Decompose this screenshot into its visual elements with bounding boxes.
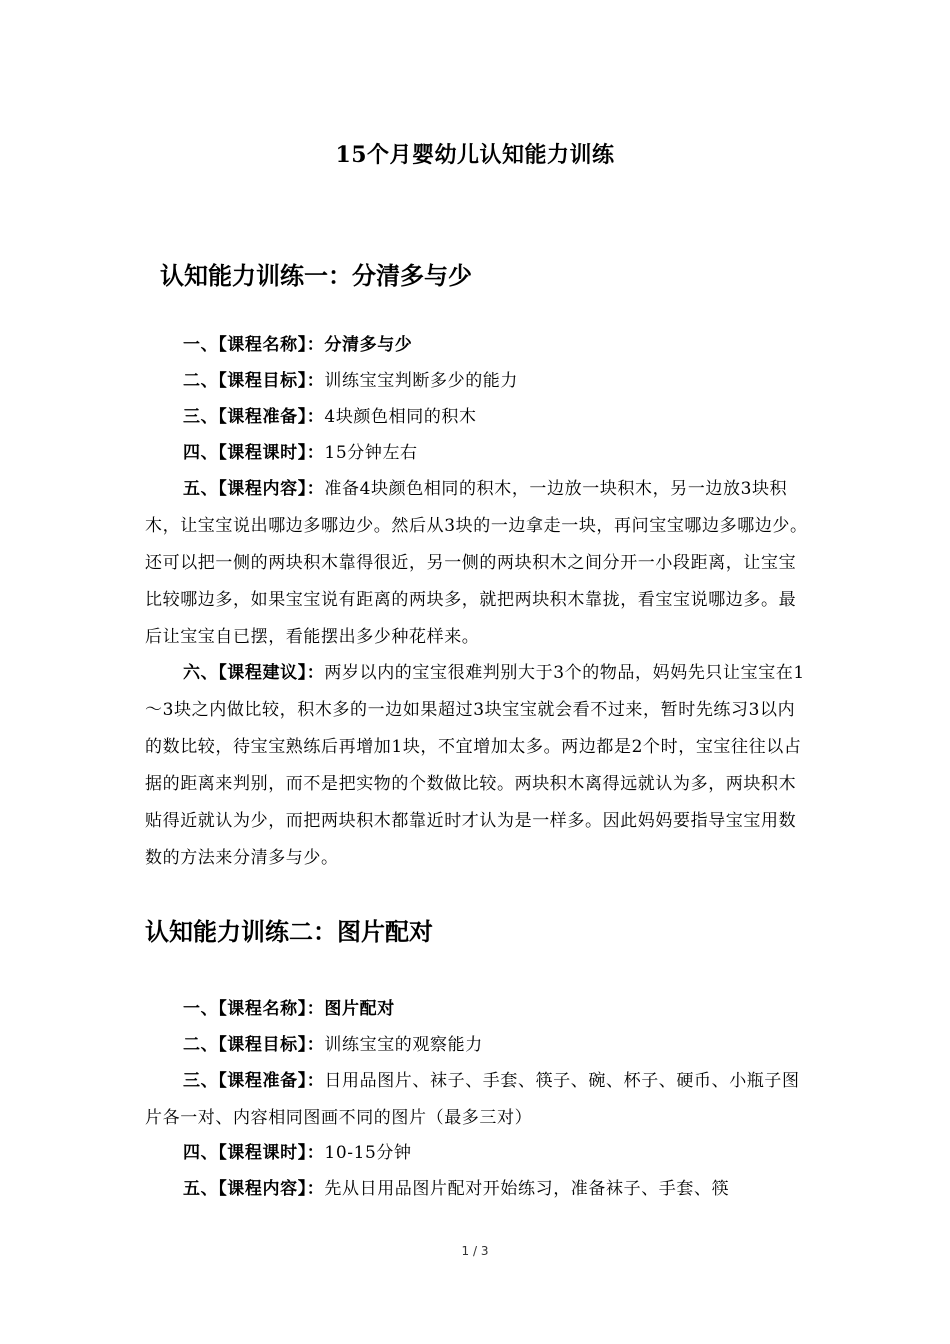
item-text: 4块颜色相同的积木 <box>324 407 477 427</box>
item-label: 五、【课程内容】： <box>183 1179 325 1199</box>
document-title: 15个月婴幼儿认知能力训练 <box>335 142 615 168</box>
item-label: 二、【课程目标】： <box>183 1035 325 1055</box>
section-heading-2: 认知能力训练二：图片配对 <box>145 917 433 946</box>
item-text: 图片配对 <box>324 999 395 1019</box>
s1-item-advice <box>145 655 810 877</box>
item-label: 四、【课程课时】： <box>183 443 325 463</box>
s2-item-name <box>145 991 810 1028</box>
s2-item-content <box>145 1171 810 1208</box>
item-text: 准备4块颜色相同的积木，一边放一块积木，另一边放3块积木，让宝宝说出哪边多哪边少。然后从3块的一边拿走一块，再问宝宝哪边多哪边少。还可以把一侧的两块积木靠得很近，另一侧的两块积木之间分开一小段距离，让宝宝比较哪边多，如果宝宝说有距离的两块多，就把两块积木靠拢，看宝宝说哪边多。最后让宝宝自已摆，看能摆出多少种花样来。 <box>145 479 808 647</box>
item-label: 三、【课程准备】： <box>183 407 325 427</box>
section-heading-1: 认知能力训练一：分清多与少 <box>160 261 472 290</box>
page-number: 1 / 3 <box>461 1244 489 1258</box>
s2-item-prep <box>145 1063 810 1137</box>
s1-item-content <box>145 471 810 656</box>
item-text: 训练宝宝的观察能力 <box>324 1035 483 1055</box>
item-label: 三、【课程准备】： <box>183 1071 325 1091</box>
item-text: 10-15分钟 <box>324 1143 412 1163</box>
s2-item-goal <box>145 1027 810 1064</box>
s2-item-duration <box>145 1135 810 1172</box>
s1-item-name <box>145 327 810 364</box>
item-text: 先从日用品图片配对开始练习，准备袜子、手套、筷 <box>324 1179 730 1199</box>
item-label: 六、【课程建议】： <box>183 663 325 683</box>
s1-item-duration <box>145 435 810 472</box>
item-text: 训练宝宝判断多少的能力 <box>324 371 519 391</box>
item-label: 一、【课程名称】： <box>183 335 325 355</box>
item-label: 四、【课程课时】： <box>183 1143 325 1163</box>
item-text: 日用品图片、袜子、手套、筷子、碗、杯子、硬币、小瓶子图片各一对、内容相同图画不同的图片（最多三对） <box>145 1071 800 1128</box>
item-text: 15分钟左右 <box>324 443 418 463</box>
s1-item-prep <box>145 399 810 436</box>
item-text: 分清多与少 <box>324 335 413 355</box>
item-label: 五、【课程内容】： <box>183 479 325 499</box>
item-label: 一、【课程名称】： <box>183 999 325 1019</box>
item-text: 两岁以内的宝宝很难判别大于3个的物品，妈妈先只让宝宝在1～3块之内做比较，积木多的一边如果超过3块宝宝就会看不过来，暂时先练习3以内的数比较，待宝宝熟练后再增加1块，不宜增加太多。两边都是2个时，宝宝往往以占据的距离来判别，而不是把实物的个数做比较。两块积木离得远就认为多，两块积木贴得近就认为少，而把两块积木都靠近时才认为是一样多。因此妈妈要指导宝宝用数数的方法来分清多与少。 <box>145 663 805 868</box>
s1-item-goal <box>145 363 810 400</box>
item-label: 二、【课程目标】： <box>183 371 325 391</box>
